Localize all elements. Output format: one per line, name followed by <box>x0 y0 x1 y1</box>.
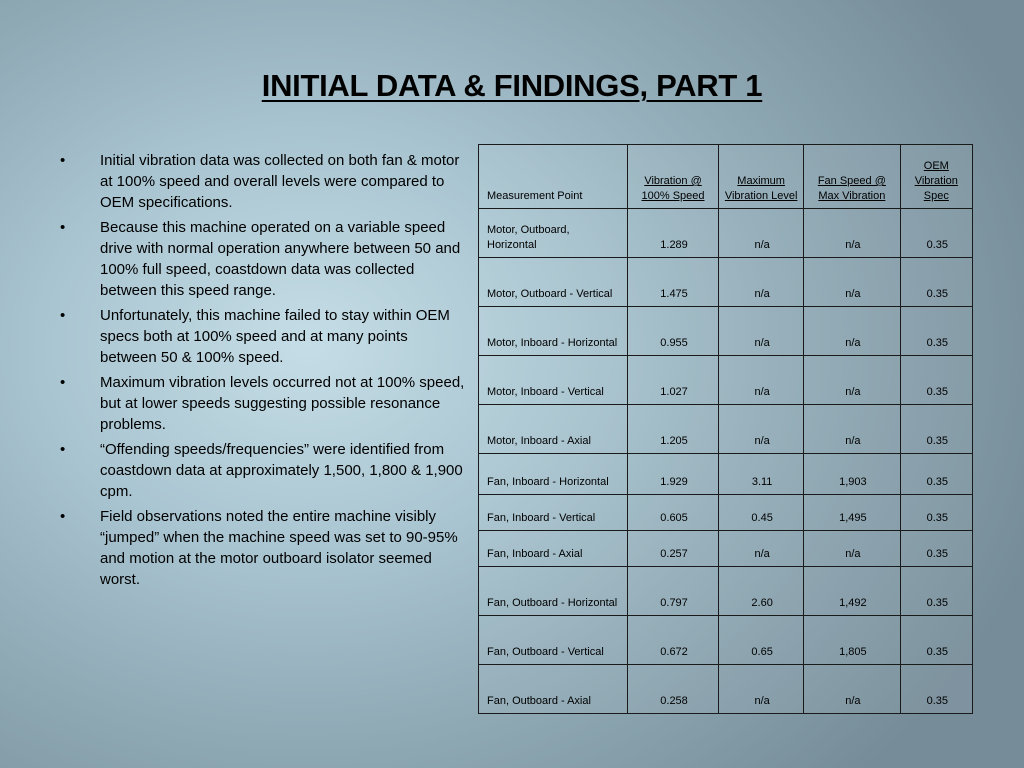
vibration-data-table <box>478 144 973 714</box>
cell-max-vibration: n/a <box>719 356 804 405</box>
cell-oem-spec: 0.35 <box>900 567 972 616</box>
bullet-dot-icon: • <box>60 307 66 324</box>
cell-max-vibration: n/a <box>719 258 804 307</box>
cell-oem-spec: 0.35 <box>900 616 972 665</box>
cell-fan-speed: n/a <box>804 307 900 356</box>
table-row <box>479 356 973 405</box>
cell-vibration-100: 0.797 <box>627 567 718 616</box>
cell-fan-speed: n/a <box>804 665 900 714</box>
header-max-vibration: Maximum Vibration Level <box>719 145 804 209</box>
cell-measurement-point: Motor, Inboard - Axial <box>479 405 628 454</box>
bullet-item <box>58 372 466 435</box>
bullet-dot-icon: • <box>60 219 66 236</box>
cell-vibration-100: 0.258 <box>627 665 718 714</box>
cell-measurement-point: Fan, Inboard - Horizontal <box>479 454 628 495</box>
table-row <box>479 307 973 356</box>
cell-measurement-point: Motor, Inboard - Horizontal <box>479 307 628 356</box>
cell-vibration-100: 1.475 <box>627 258 718 307</box>
header-oem-spec: OEM Vibration Spec <box>900 145 972 209</box>
bullet-item <box>58 506 466 590</box>
table-row <box>479 665 973 714</box>
cell-fan-speed: n/a <box>804 356 900 405</box>
table-row <box>479 531 973 567</box>
bullet-item <box>58 217 466 301</box>
cell-fan-speed: 1,492 <box>804 567 900 616</box>
bullet-dot-icon: • <box>60 441 66 458</box>
cell-measurement-point: Fan, Inboard - Vertical <box>479 495 628 531</box>
table-row <box>479 258 973 307</box>
table-row <box>479 209 973 258</box>
bullet-item <box>58 305 466 368</box>
bullet-text: Because this machine operated on a variable speed drive with normal operation anywhere between 50 and 100% full speed, coastdown data was collected between this speed range. <box>100 219 461 299</box>
cell-vibration-100: 1.027 <box>627 356 718 405</box>
cell-fan-speed: n/a <box>804 531 900 567</box>
table-row <box>479 567 973 616</box>
bullet-dot-icon: • <box>60 374 66 391</box>
cell-oem-spec: 0.35 <box>900 405 972 454</box>
cell-max-vibration: n/a <box>719 531 804 567</box>
cell-max-vibration: n/a <box>719 405 804 454</box>
table-row <box>479 616 973 665</box>
cell-measurement-point: Fan, Outboard - Horizontal <box>479 567 628 616</box>
cell-measurement-point: Motor, Inboard - Vertical <box>479 356 628 405</box>
cell-oem-spec: 0.35 <box>900 454 972 495</box>
header-fan-speed: Fan Speed @ Max Vibration <box>804 145 900 209</box>
cell-fan-speed: 1,805 <box>804 616 900 665</box>
cell-oem-spec: 0.35 <box>900 307 972 356</box>
cell-fan-speed: 1,903 <box>804 454 900 495</box>
cell-measurement-point: Motor, Outboard - Vertical <box>479 258 628 307</box>
cell-fan-speed: n/a <box>804 209 900 258</box>
header-vibration-100: Vibration @ 100% Speed <box>627 145 718 209</box>
slide-title: INITIAL DATA & FINDINGS, PART 1 <box>261 68 763 103</box>
cell-fan-speed: n/a <box>804 405 900 454</box>
header-measurement-point: Measurement Point <box>479 145 628 209</box>
cell-vibration-100: 1.289 <box>627 209 718 258</box>
cell-vibration-100: 0.672 <box>627 616 718 665</box>
cell-measurement-point: Motor, Outboard, Horizontal <box>479 209 628 258</box>
cell-oem-spec: 0.35 <box>900 495 972 531</box>
cell-max-vibration: 3.11 <box>719 454 804 495</box>
cell-fan-speed: n/a <box>804 258 900 307</box>
cell-oem-spec: 0.35 <box>900 531 972 567</box>
bullet-text: “Offending speeds/frequencies” were identified from coastdown data at approximately 1,500, 1,800 & 1,900 cpm. <box>100 441 463 500</box>
bullet-list <box>58 150 466 594</box>
bullet-text: Unfortunately, this machine failed to stay within OEM specs both at 100% speed and at many points between 50 & 100% speed. <box>100 307 450 366</box>
cell-oem-spec: 0.35 <box>900 665 972 714</box>
cell-max-vibration: n/a <box>719 307 804 356</box>
cell-vibration-100: 1.205 <box>627 405 718 454</box>
bullet-item <box>58 150 466 213</box>
table-row <box>479 405 973 454</box>
cell-max-vibration: n/a <box>719 665 804 714</box>
bullet-text: Maximum vibration levels occurred not at 100% speed, but at lower speeds suggesting possible resonance problems. <box>100 374 465 433</box>
cell-oem-spec: 0.35 <box>900 209 972 258</box>
table-row <box>479 495 973 531</box>
cell-max-vibration: 0.65 <box>719 616 804 665</box>
cell-measurement-point: Fan, Outboard - Vertical <box>479 616 628 665</box>
cell-oem-spec: 0.35 <box>900 258 972 307</box>
cell-max-vibration: 0.45 <box>719 495 804 531</box>
bullet-text: Initial vibration data was collected on both fan & motor at 100% speed and overall levels were compared to OEM specifications. <box>100 152 460 211</box>
bullet-text: Field observations noted the entire machine visibly “jumped” when the machine speed was set to 90-95% and motion at the motor outboard isolator seemed worst. <box>100 508 458 588</box>
bullet-item <box>58 439 466 502</box>
table-row <box>479 454 973 495</box>
cell-measurement-point: Fan, Inboard - Axial <box>479 531 628 567</box>
cell-vibration-100: 0.257 <box>627 531 718 567</box>
cell-fan-speed: 1,495 <box>804 495 900 531</box>
bullet-dot-icon: • <box>60 152 66 169</box>
cell-vibration-100: 1.929 <box>627 454 718 495</box>
bullet-dot-icon: • <box>60 508 66 525</box>
cell-max-vibration: n/a <box>719 209 804 258</box>
cell-measurement-point: Fan, Outboard - Axial <box>479 665 628 714</box>
cell-oem-spec: 0.35 <box>900 356 972 405</box>
cell-max-vibration: 2.60 <box>719 567 804 616</box>
cell-vibration-100: 0.605 <box>627 495 718 531</box>
table-header-row <box>479 145 973 209</box>
cell-vibration-100: 0.955 <box>627 307 718 356</box>
